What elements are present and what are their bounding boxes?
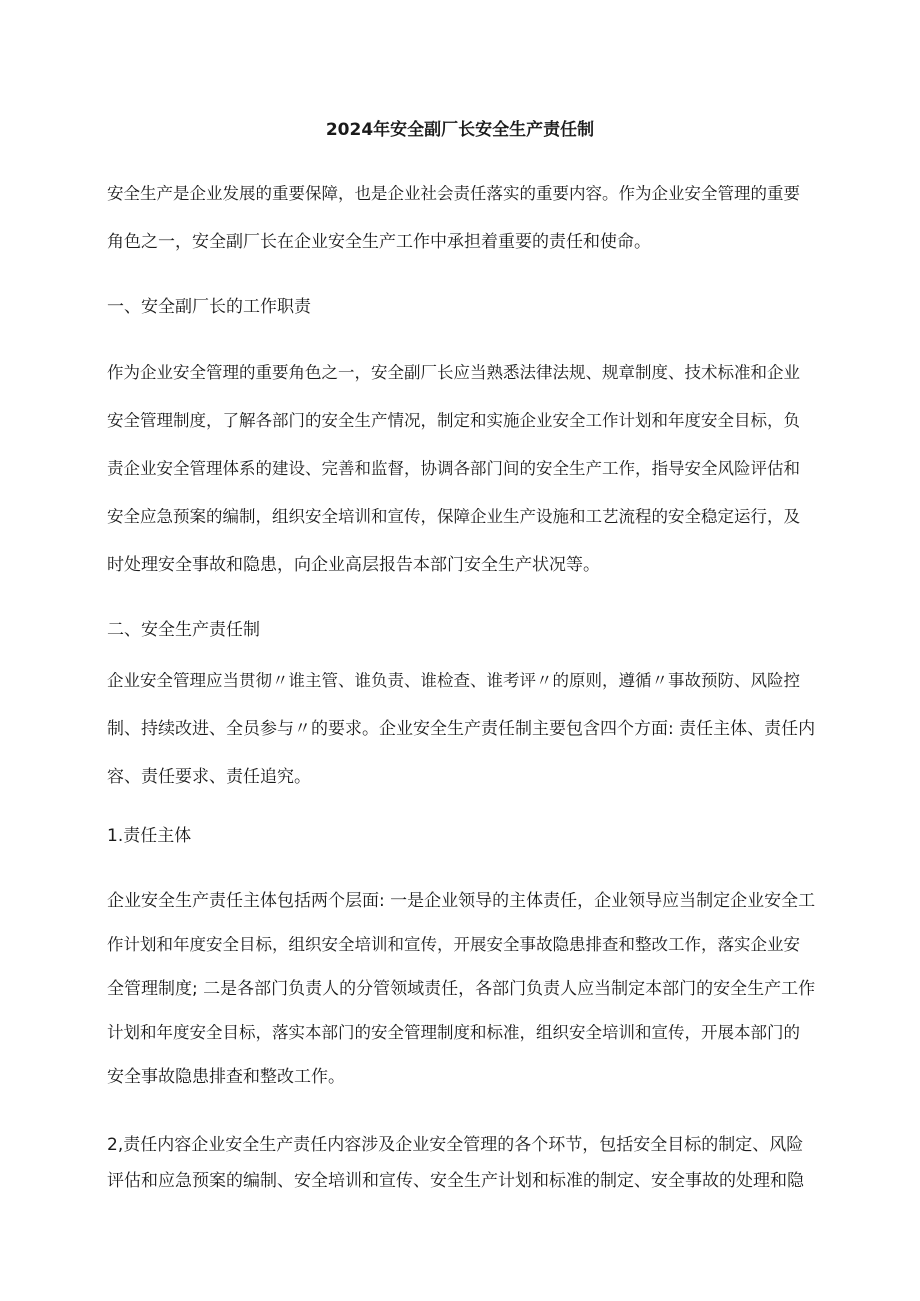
section1-line: 安全管理制度，了解各部门的安全生产情况，制定和实施企业安全工作计划和年度安全目标，负 xyxy=(107,411,800,430)
section2-paragraph xyxy=(107,657,819,801)
section2-line: 制、持续改进、全员参与〃的要求。企业安全生产责任制主要包含四个方面: 责任主体、责任内 xyxy=(107,719,816,739)
section2-line: 企业安全管理应当贯彻〃谁主管、谁负责、谁检查、谁考评〃的原则，遵循〃事故预防、风险控 xyxy=(107,671,800,690)
subsection2-paragraph xyxy=(107,1127,819,1199)
intro-line: 安全生产是企业发展的重要保障，也是企业社会责任落实的重要内容。作为企业安全管理的重要 xyxy=(107,184,800,203)
intro-paragraph xyxy=(107,170,819,266)
section1-heading: 一、安全副厂长的工作职责 xyxy=(107,297,311,317)
subsection1-heading: 1.责任主体 xyxy=(107,826,192,846)
subsection1-paragraph xyxy=(107,879,819,1099)
intro-line: 角色之一，安全副厂长在企业安全生产工作中承担着重要的责任和使命。 xyxy=(107,232,651,252)
section1-line: 时处理安全事故和隐患，向企业高层报告本部门安全生产状况等。 xyxy=(107,555,600,575)
subsection1-line: 全管理制度; 二是各部门负责人的分管领域责任，各部门负责人应当制定本部门的安全生产工作 xyxy=(107,979,816,999)
subsection1-line: 企业安全生产责任主体包括两个层面: 一是企业领导的主体责任，企业领导应当制定企业安全工 xyxy=(107,891,816,911)
section1-line: 作为企业安全管理的重要角色之一，安全副厂长应当熟悉法律法规、规章制度、技术标准和企业 xyxy=(107,363,800,382)
subsection1-line: 计划和年度安全目标，落实本部门的安全管理制度和标准，组织安全培训和宣传，开展本部门的 xyxy=(107,1023,800,1042)
section2-line: 容、责任要求、责任追究。 xyxy=(107,767,311,787)
document-title: 2024年安全副厂长安全生产责任制 xyxy=(325,120,595,140)
subsection1-line: 作计划和年度安全目标，组织安全培训和宣传，开展安全事故隐患排查和整改工作，落实企业安 xyxy=(107,935,800,954)
subsection1-line: 安全事故隐患排查和整改工作。 xyxy=(107,1067,345,1087)
section1-line: 安全应急预案的编制，组织安全培训和宣传，保障企业生产设施和工艺流程的安全稳定运行，及 xyxy=(107,507,800,526)
section1-line: 责企业安全管理体系的建设、完善和监督，协调各部门间的安全生产工作，指导安全风险评估和 xyxy=(107,459,800,478)
subsection2-line: 评估和应急预案的编制、安全培训和宣传、安全生产计划和标准的制定、安全事故的处理和隐 xyxy=(107,1171,804,1191)
section2-heading: 二、安全生产责任制 xyxy=(107,620,260,640)
section1-paragraph xyxy=(107,349,819,589)
subsection2-line: 2,责任内容企业安全生产责任内容涉及企业安全管理的各个环节，包括安全目标的制定、风险 xyxy=(107,1135,804,1155)
